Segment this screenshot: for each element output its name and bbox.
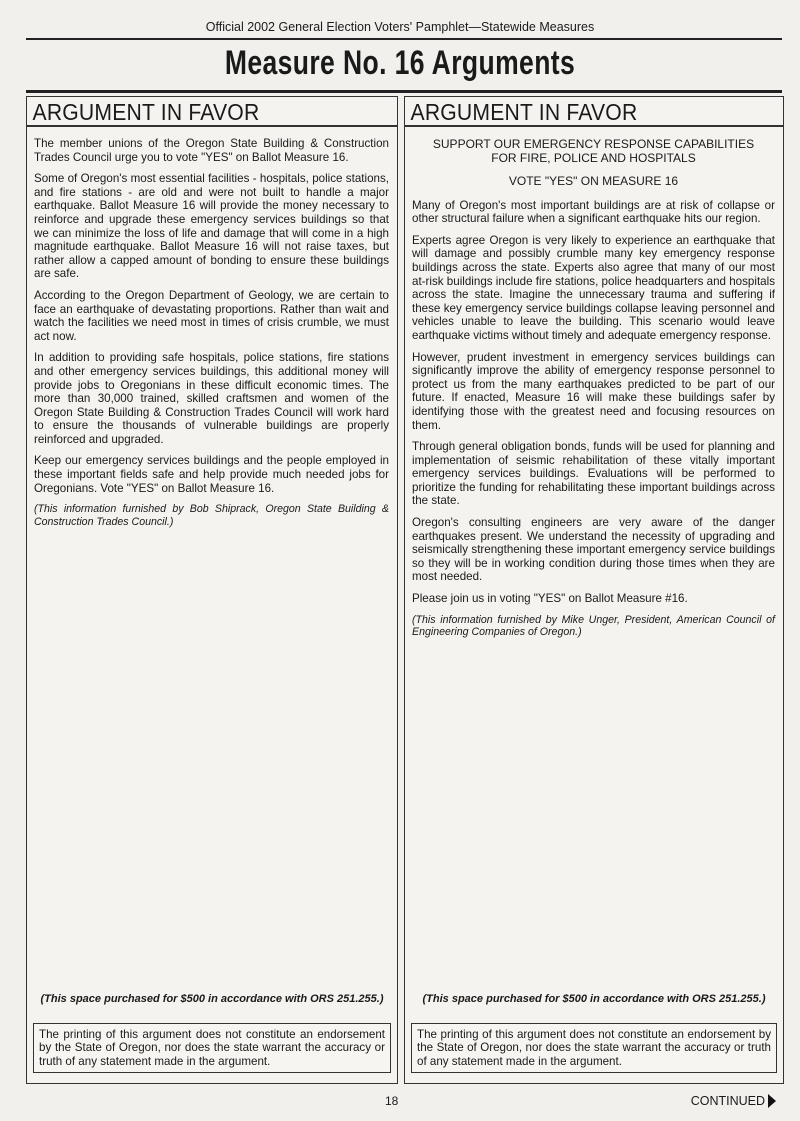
continued-label: CONTINUED [690, 1094, 765, 1108]
disclaimer-box: The printing of this argument does not constitute an endorsement by the State of Oregon, nor does the state warrant the accuracy or truth of any statement made in the argument. [33, 1023, 391, 1074]
argument-body [405, 127, 783, 639]
continued-indicator [691, 1094, 776, 1108]
paragraph: Experts agree Oregon is very likely to experience an earthquake that will damage and possibly crumble many key emergency response buildings across the state. Experts also agree that many of our most at-risk buildings include fire stations, police headquarters and hospitals across the state. Imagine the unnecessary trauma and suffering if these key emergency service buildings collapse leaving personnel and vehicles unable to leave the building. This scenario would leave earthquake victims without timely and adequate emergency response. [412, 233, 775, 342]
paragraph: Some of Oregon's most essential facilities - hospitals, police stations, and fire stations - are old and were not built to handle a major earthquake. Ballot Measure 16 will provide the money necessary to reinforce and upgrade these emergency services buildings so that we can minimize the loss of life and damage that will come in a high magnitude earthquake. Ballot Measure 16 will not raise taxes, but rather allow a capped amount of bonding to ensure these buildings are safe. [34, 172, 389, 281]
page-title: Measure No. 16 Arguments [224, 44, 576, 82]
furnished-by-credit: (This information furnished by Mike Unger, President, American Council of Engineering Companies of Oregon.) [412, 613, 775, 639]
purchase-note: (This space purchased for $500 in accordance with ORS 251.255.) [40, 993, 384, 1005]
paragraph: The member unions of the Oregon State Building & Construction Trades Council urge you to vote "YES" on Ballot Measure 16. [34, 137, 389, 164]
vote-line: VOTE "YES" ON MEASURE 16 [508, 174, 679, 188]
paragraph: Keep our emergency services buildings and the people employed in these important fields safe and help provide much needed jobs for Oregonians. Vote "YES" on Ballot Measure 16. [34, 454, 389, 495]
argument-column-right [404, 96, 784, 1084]
paragraph: However, prudent investment in emergency services buildings can significantly improve the ability of emergency response personnel to protect us from the many earthquakes predicted to be part of our future. If enacted, Measure 16 will make these buildings safer by identifying those with the greatest need and focusing resources on them. [412, 350, 775, 432]
paragraph: According to the Oregon Department of Geology, we are certain to face an earthquake of devastating proportions. Rather than wait and watch the facilities we need most in times of crisis crumble, we must act now. [34, 288, 389, 343]
paragraph: Please join us in voting "YES" on Ballot Measure #16. [412, 592, 688, 606]
header-rule [26, 38, 782, 40]
paragraph: Through general obligation bonds, funds will be used for planning and implementation of seismic rehabilitation of these vitally important emergency services buildings. Evaluations will be performed to prioritize the funding for rehabilitating these important buildings across the state. [412, 440, 775, 508]
title-rule [26, 90, 782, 93]
subheading-line-2: FOR FIRE, POLICE AND HOSPITALS [491, 151, 696, 165]
paragraph: In addition to providing safe hospitals, police stations, fire stations and other emergency services buildings, this additional money will provide jobs to Oregonians in these difficult economic times. The more than 30,000 trained, skilled craftsmen and women of the Oregon State Building & Construction Trades Council will work hard to ensure the thousands of vulnerable buildings are properly reinforced and upgraded. [34, 351, 389, 446]
paragraph: Many of Oregon's most important buildings are at risk of collapse or other structural failure when a significant earthquake hits our region. [412, 198, 775, 226]
argument-column-left [26, 96, 398, 1084]
subheading [412, 137, 775, 165]
page-number: 18 [385, 1094, 399, 1108]
pamphlet-header: Official 2002 General Election Voters' Pamphlet—Statewide Measures [205, 20, 595, 34]
argument-heading: ARGUMENT IN FAVOR [410, 99, 638, 125]
furnished-by-credit: (This information furnished by Bob Shiprack, Oregon State Building & Construction Trades Council.) [34, 503, 389, 528]
argument-heading: ARGUMENT IN FAVOR [32, 99, 260, 125]
paragraph: Oregon's consulting engineers are very aware of the danger earthquakes present. We understand the necessity of upgrading and seismically strengthening these important emergency service buildings so they will be in working condition during those times when they are most needed. [412, 516, 775, 584]
argument-body [27, 127, 397, 528]
arrow-right-icon [768, 1094, 776, 1108]
purchase-note: (This space purchased for $500 in accordance with ORS 251.255.) [422, 993, 766, 1005]
subheading-line-1: SUPPORT OUR EMERGENCY RESPONSE CAPABILITIES [432, 137, 755, 151]
disclaimer-box: The printing of this argument does not constitute an endorsement by the State of Oregon, nor does the state warrant the accuracy or truth of any statement made in the argument. [411, 1023, 777, 1074]
